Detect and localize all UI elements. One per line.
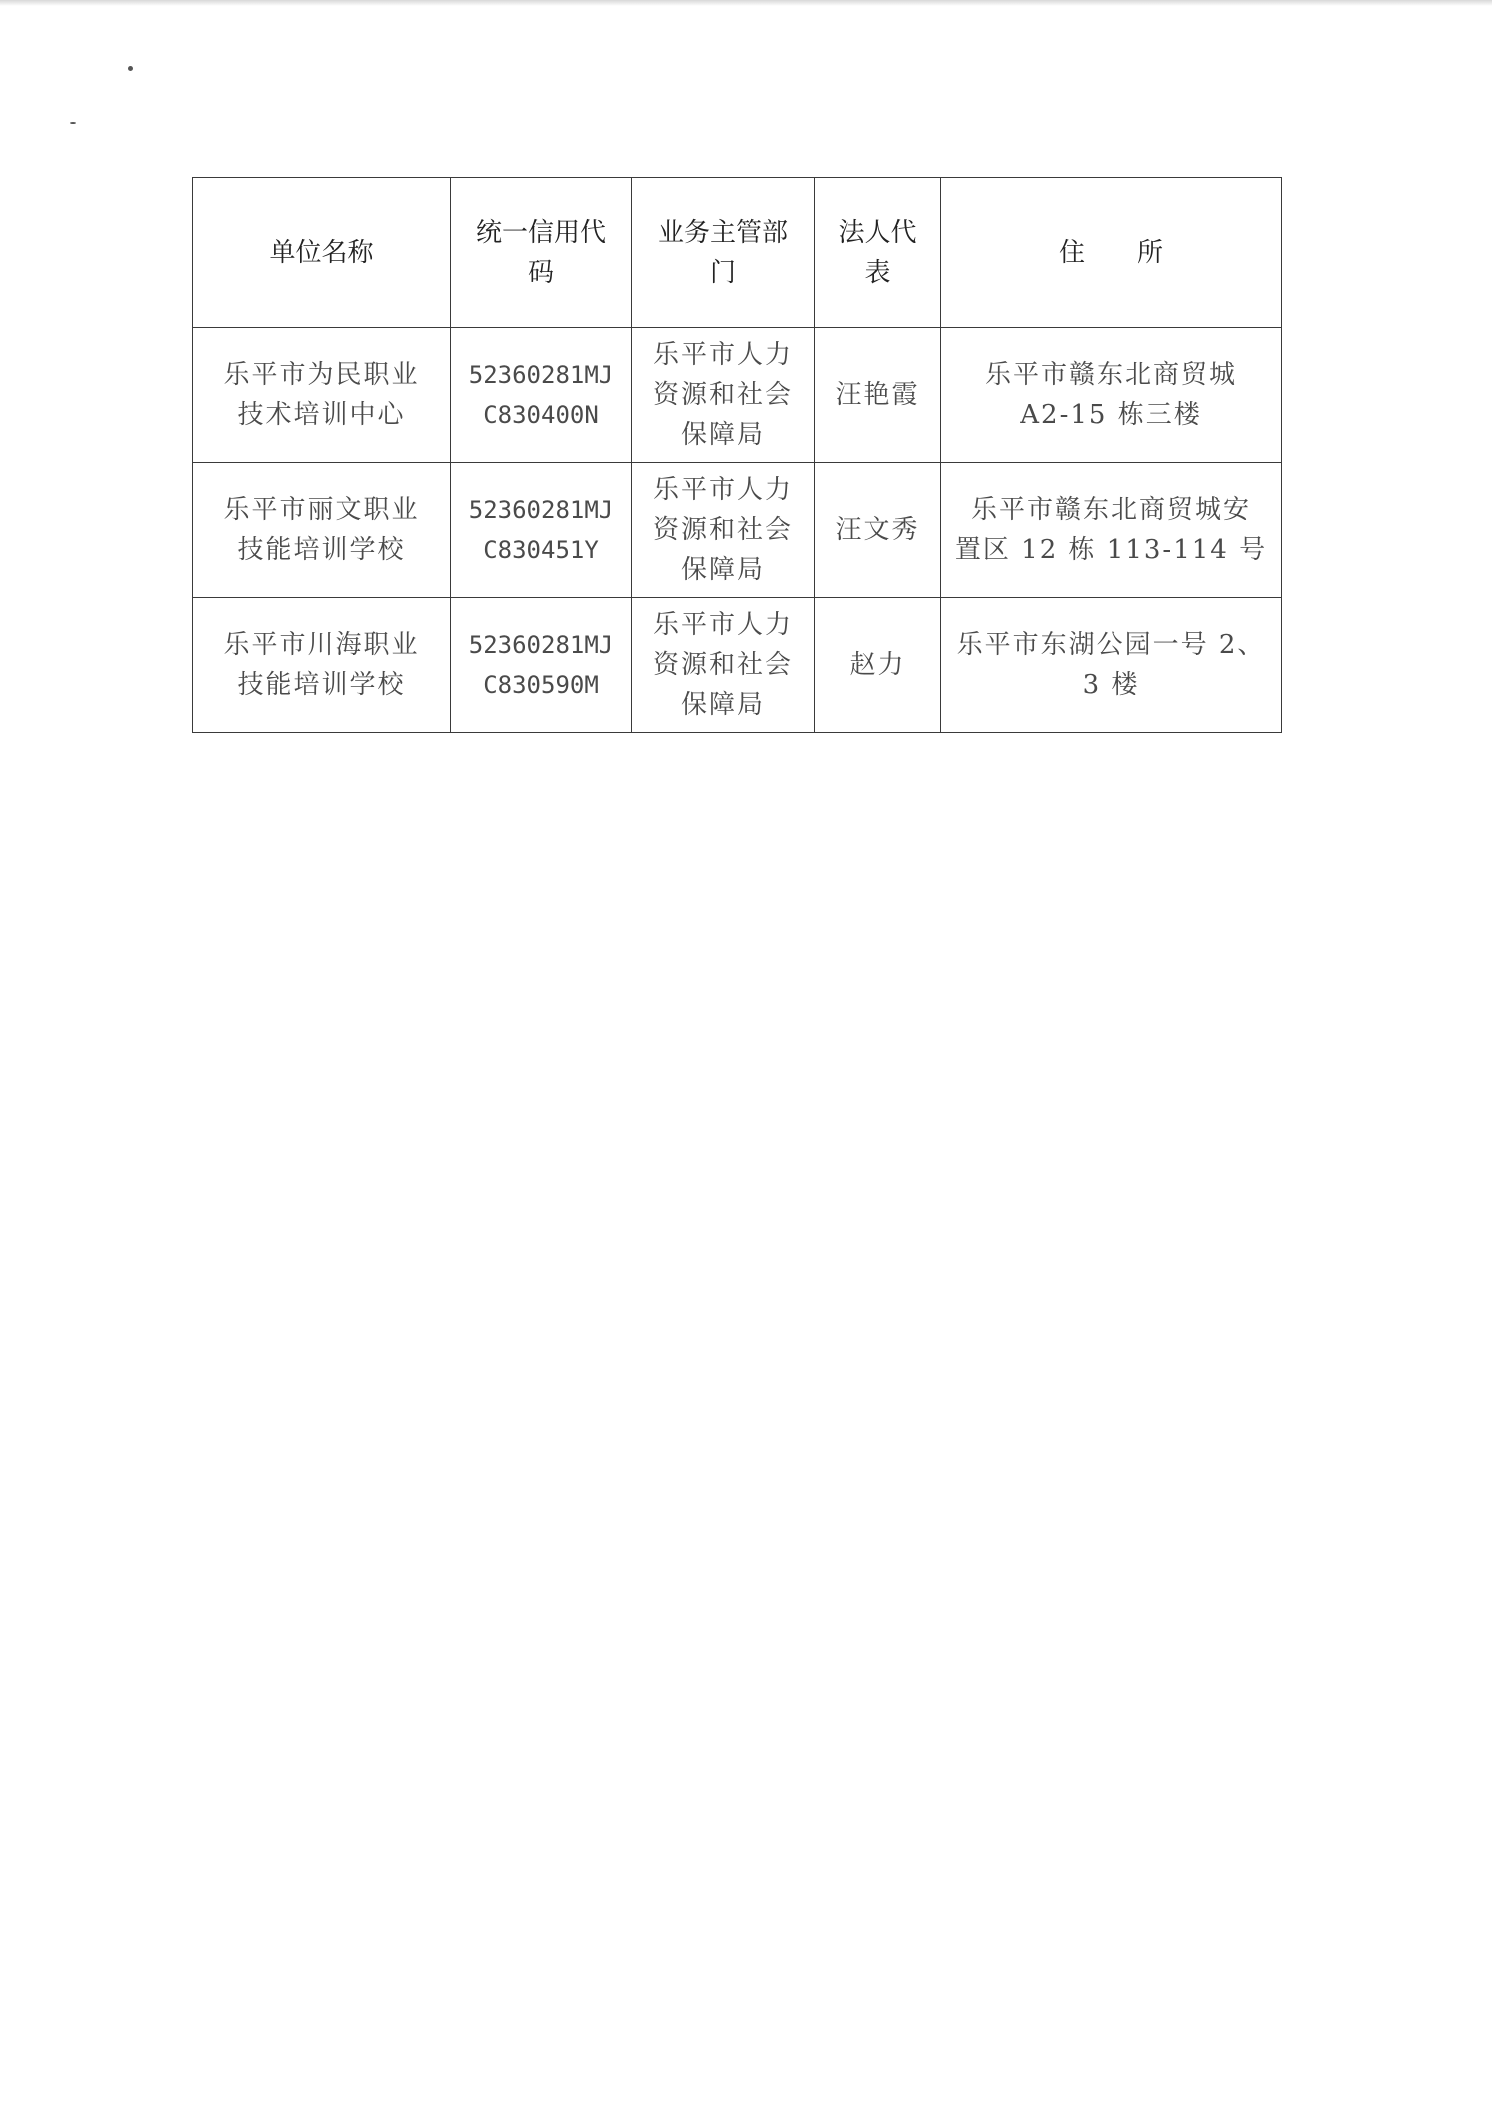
cell-credit-code: 52360281MJ C830400N — [451, 328, 632, 463]
cell-legal-rep: 汪艳霞 — [815, 328, 941, 463]
table-header-row — [193, 178, 1282, 328]
cell-address: 乐平市赣东北商贸城安 置区 12 栋 113-114 号 — [941, 463, 1282, 598]
scan-edge — [0, 0, 1492, 6]
header-address: 住 所 — [941, 178, 1282, 328]
cell-credit-code: 52360281MJ C830451Y — [451, 463, 632, 598]
cell-legal-rep: 赵力 — [815, 598, 941, 733]
cell-department: 乐平市人力 资源和社会 保障局 — [632, 463, 815, 598]
scan-speck — [128, 66, 133, 71]
scan-speck — [70, 122, 76, 124]
header-credit-code: 统一信用代 码 — [451, 178, 632, 328]
cell-address: 乐平市赣东北商贸城 A2-15 栋三楼 — [941, 328, 1282, 463]
cell-unit-name: 乐平市川海职业 技能培训学校 — [193, 598, 451, 733]
cell-department: 乐平市人力 资源和社会 保障局 — [632, 328, 815, 463]
header-department: 业务主管部 门 — [632, 178, 815, 328]
cell-unit-name: 乐平市丽文职业 技能培训学校 — [193, 463, 451, 598]
cell-department: 乐平市人力 资源和社会 保障局 — [632, 598, 815, 733]
organization-table — [192, 177, 1282, 733]
cell-credit-code: 52360281MJ C830590M — [451, 598, 632, 733]
header-legal-rep: 法人代 表 — [815, 178, 941, 328]
cell-legal-rep: 汪文秀 — [815, 463, 941, 598]
table-row — [193, 598, 1282, 733]
table-row — [193, 328, 1282, 463]
table-row — [193, 463, 1282, 598]
cell-address: 乐平市东湖公园一号 2、 3 楼 — [941, 598, 1282, 733]
cell-unit-name: 乐平市为民职业 技术培训中心 — [193, 328, 451, 463]
header-unit-name: 单位名称 — [193, 178, 451, 328]
